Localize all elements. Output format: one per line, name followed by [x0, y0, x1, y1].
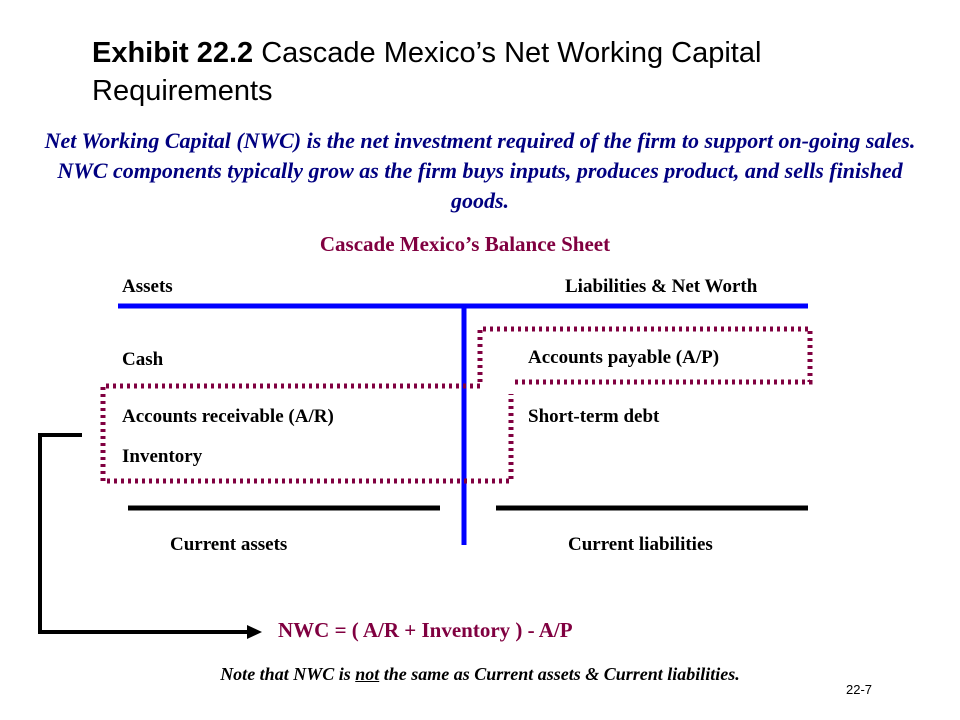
balance-sheet-title: Cascade Mexico’s Balance Sheet [319, 232, 611, 256]
intro-paragraph: Net Working Capital (NWC) is the net investment required of the firm to support on-going sales. NWC components typically grow as the firm buys inputs, produces product, and sells finished goods. [44, 128, 916, 213]
assets-header: Assets [122, 276, 173, 297]
current-liabilities-label: Current liabilities [568, 534, 713, 555]
footnote [0, 664, 960, 685]
footnote-emphasis: not [355, 664, 380, 684]
inventory-label: Inventory [122, 446, 203, 467]
cash-label: Cash [122, 349, 164, 370]
nwc-formula: NWC = ( A/R + Inventory ) - A/P [278, 618, 573, 642]
title-text: Cascade Mexico’s Net Working Capital Requirements [92, 37, 762, 107]
slide-number: 22-7 [846, 682, 873, 697]
short-term-debt-label: Short-term debt [528, 406, 660, 427]
accounts-payable-label: Accounts payable (A/P) [528, 347, 720, 368]
exhibit-label: Exhibit 22.2 [92, 37, 254, 69]
accounts-receivable-label: Accounts receivable (A/R) [122, 406, 334, 427]
footnote-start: Note that NWC is [220, 664, 356, 684]
footnote-end: the same as Current assets & Current liabilities. [379, 664, 740, 684]
arrow-head-icon [247, 625, 262, 639]
liabilities-header: Liabilities & Net Worth [565, 276, 758, 297]
current-assets-label: Current assets [170, 534, 288, 555]
